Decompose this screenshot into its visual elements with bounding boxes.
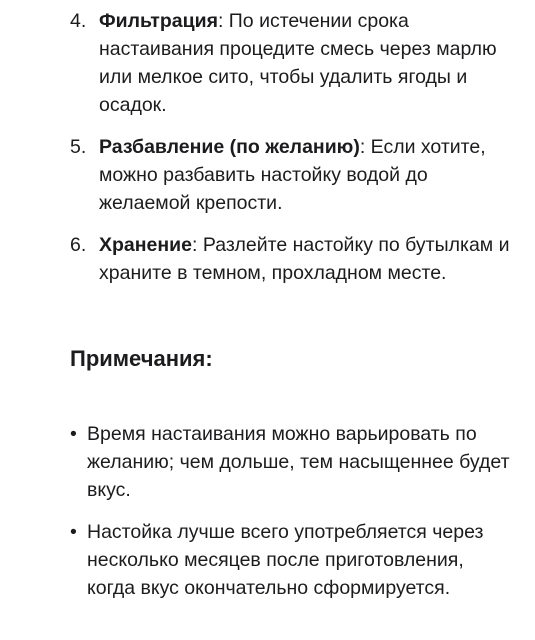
step-item-dilution [70, 133, 510, 217]
step-item-filtration [70, 7, 510, 119]
notes-heading: Примечания: [70, 346, 213, 371]
steps-list [70, 7, 510, 301]
note-text: Настойка лучше всего употребляется через несколько месяцев после приготовления, когда вкус окончательно сформируется. [87, 521, 484, 599]
note-item [70, 420, 510, 504]
bullet-icon: • [70, 423, 77, 445]
step-text: : По истечении срока настаивания процедите смесь через марлю или мелкое сито, чтобы удалить ягоды и осадок. [99, 10, 497, 116]
step-title: Разбавление (по желанию) [99, 136, 360, 158]
step-number: 6. [70, 234, 87, 256]
step-text: : Если хотите, можно разбавить настойку водой до желаемой крепости. [99, 136, 486, 214]
step-item-storage [70, 231, 510, 287]
step-number: 4. [70, 10, 87, 32]
bullet-icon: • [70, 521, 77, 543]
note-text: Время настаивания можно варьировать по желанию; чем дольше, тем насыщеннее будет вкус. [87, 423, 510, 501]
step-title: Фильтрация [99, 10, 218, 32]
step-text: : Разлейте настойку по бутылкам и храните в темном, прохладном месте. [99, 234, 510, 284]
notes-list [70, 420, 510, 616]
step-title: Хранение [99, 234, 192, 256]
step-number: 5. [70, 136, 87, 158]
note-item [70, 518, 510, 602]
